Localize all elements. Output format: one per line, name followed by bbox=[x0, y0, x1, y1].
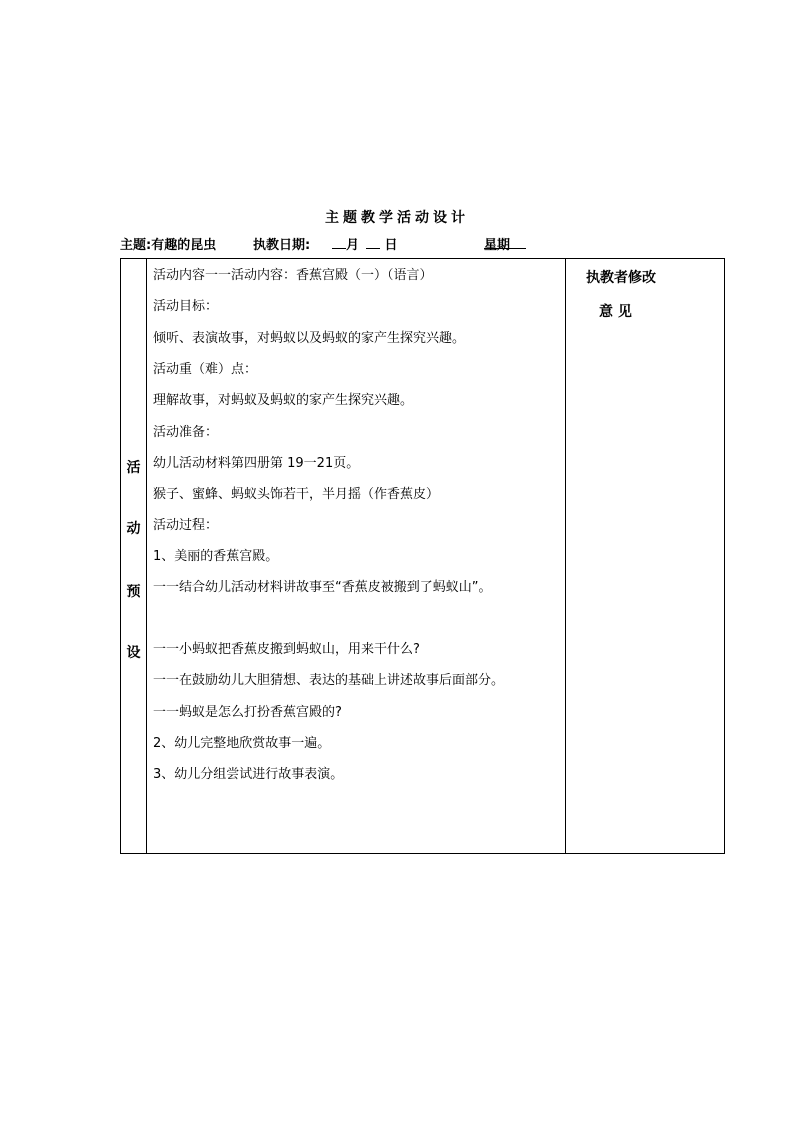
page-title: 主题教学活动设计 bbox=[325, 210, 469, 226]
section-char-3: 预 bbox=[126, 584, 141, 600]
content-line: 活动重（难）点： bbox=[153, 362, 258, 377]
day-blank bbox=[366, 235, 380, 249]
month-field bbox=[332, 234, 360, 253]
activity-content-column bbox=[147, 259, 566, 853]
content-line: 活动内容一一活动内容：香蕉宫殿（一）（语言） bbox=[153, 268, 433, 283]
content-line: 幼儿活动材料第四册第 19一21页。 bbox=[153, 456, 360, 471]
day-unit: 日 bbox=[384, 238, 398, 253]
weekday-field bbox=[484, 234, 526, 253]
section-char-4: 设 bbox=[126, 645, 141, 661]
section-char-2: 动 bbox=[126, 521, 141, 537]
month-unit: 月 bbox=[346, 238, 360, 253]
content-line: 理解故事，对蚂蚁及蚂蚁的家产生探究兴趣。 bbox=[153, 393, 414, 408]
teacher-notes-subheading: 意 见 bbox=[599, 304, 632, 320]
month-blank bbox=[332, 235, 346, 249]
content-line: 活动准备： bbox=[153, 425, 219, 440]
header-info bbox=[120, 234, 725, 252]
teacher-notes-column bbox=[566, 259, 724, 853]
content-line: 倾听、表演故事，对蚂蚁以及蚂蚁的家产生探究兴趣。 bbox=[153, 331, 466, 346]
activity-table bbox=[120, 258, 725, 854]
content-line: 一一结合幼儿活动材料讲故事至“香蕉皮被搬到了蚂蚁山”。 bbox=[153, 580, 492, 595]
teacher-notes-heading: 执教者修改 bbox=[586, 270, 656, 286]
content-line: 活动过程： bbox=[153, 518, 219, 533]
content-line: 活动目标： bbox=[153, 299, 219, 314]
content-line: 猴子、蜜蜂、蚂蚁头饰若干，半月摇（作香蕉皮） bbox=[153, 487, 440, 502]
section-label-column bbox=[121, 259, 147, 853]
section-char-1: 活 bbox=[126, 460, 141, 476]
content-line: 一一蚂蚁是怎么打扮香蕉宫殿的? bbox=[153, 705, 342, 720]
weekday-label: 星期 bbox=[484, 238, 511, 253]
day-field bbox=[366, 234, 398, 253]
content-line: 1、美丽的香蕉宫殿。 bbox=[153, 549, 279, 564]
content-line: 2、幼儿完整地欣赏故事一遍。 bbox=[153, 736, 331, 751]
date-label: 执教日期: bbox=[253, 238, 311, 253]
content-line: 3、幼儿分组尝试进行故事表演。 bbox=[153, 767, 344, 782]
weekday-blank bbox=[484, 235, 526, 249]
theme-label: 主题:有趣的昆虫 bbox=[120, 238, 217, 253]
content-line: 一一小蚂蚁把香蕉皮搬到蚂蚁山，用来干什么? bbox=[153, 642, 420, 657]
content-line: 一一在鼓励幼儿大胆猜想、表达的基础上讲述故事后面部分。 bbox=[153, 673, 505, 688]
